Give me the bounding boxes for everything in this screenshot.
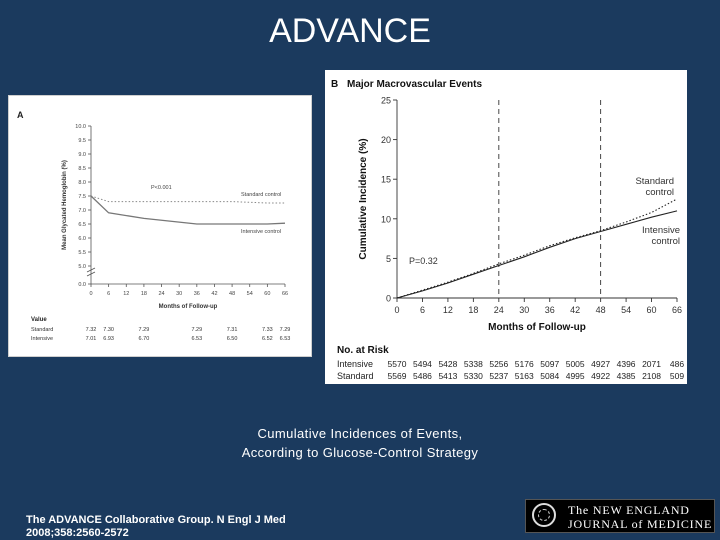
- risk-table-cell: 2071: [642, 359, 662, 369]
- values-table-cell: 6.50: [226, 336, 238, 342]
- y-tick-label: 9.5: [78, 138, 86, 144]
- citation-line-1: The ADVANCE Collaborative Group. N Engl J Med: [26, 514, 286, 526]
- risk-table-cell: 4385: [616, 371, 636, 381]
- x-tick-label: 6: [107, 291, 111, 297]
- chart-title: Major Macrovascular Events: [347, 79, 483, 90]
- risk-table-cell: 5494: [412, 359, 432, 369]
- logo-line-2: JOURNAL of MEDICINE: [568, 517, 713, 531]
- y-tick-label: 6.0: [78, 236, 86, 242]
- citation-line-2: 2008;358:2560-2572: [26, 527, 129, 539]
- values-table-cell: 6.53: [279, 336, 291, 342]
- slide-caption: [200, 424, 520, 462]
- y-tick-label: 8.5: [78, 166, 86, 172]
- risk-table-cell: 5570: [387, 359, 407, 369]
- x-tick-label: 18: [140, 291, 147, 297]
- series-label: Standard control: [241, 192, 282, 198]
- risk-table-cell: 5486: [412, 371, 432, 381]
- risk-table-cell: 5330: [463, 371, 483, 381]
- y-tick-label: 15: [380, 174, 391, 185]
- values-table-cell: 6.93: [103, 336, 114, 342]
- hba1c-chart-svg: [9, 96, 311, 356]
- caption-line-2: According to Glucose-Control Strategy: [241, 445, 479, 460]
- values-table-header: Value: [31, 317, 47, 323]
- x-tick-label: 18: [468, 305, 479, 315]
- risk-row-label: Standard: [337, 371, 374, 381]
- risk-table-cell: 4396: [616, 359, 636, 369]
- series-label: control: [651, 236, 680, 247]
- y-tick-label: 10: [380, 214, 391, 225]
- values-table-cell: 7.30: [103, 327, 114, 333]
- x-axis-label: Months of Follow-up: [488, 322, 586, 333]
- x-tick-label: 66: [671, 305, 683, 315]
- risk-table-header: No. at Risk: [337, 345, 389, 356]
- y-tick-label: 8.0: [78, 180, 86, 186]
- y-tick-label: 7.0: [78, 208, 86, 214]
- x-tick-label: 0: [89, 291, 93, 297]
- x-tick-label: 48: [229, 291, 236, 297]
- x-tick-label: 66: [281, 291, 289, 297]
- x-tick-label: 30: [519, 305, 530, 315]
- y-tick-label: 0: [385, 293, 391, 304]
- values-row-label: Intensive: [31, 336, 54, 342]
- risk-table-cell: 5569: [387, 371, 407, 381]
- risk-table-cell: 5163: [514, 371, 534, 381]
- x-tick-label: 54: [621, 305, 632, 315]
- risk-table-cell: 5097: [540, 359, 560, 369]
- x-tick-label: 6: [419, 305, 425, 315]
- x-tick-label: 42: [570, 305, 581, 315]
- p-value-annotation: P=0.32: [409, 256, 438, 266]
- values-table-cell: 6.70: [138, 336, 150, 342]
- x-tick-label: 12: [123, 291, 130, 297]
- risk-table-cell: 509: [669, 371, 685, 381]
- y-tick-label: 5.0: [78, 264, 86, 270]
- values-table-cell: 7.01: [85, 336, 97, 342]
- risk-table-cell: 5428: [438, 359, 458, 369]
- panel-b-macrovascular-chart: [325, 70, 687, 384]
- x-tick-label: 12: [442, 305, 453, 315]
- y-tick-label: 7.5: [78, 194, 86, 200]
- y-tick-label: 0.0: [78, 282, 86, 288]
- risk-table-cell: 5084: [540, 371, 560, 381]
- risk-table-cell: 5338: [463, 359, 483, 369]
- y-tick-label: 5: [385, 253, 391, 264]
- values-table-cell: 7.29: [191, 327, 203, 333]
- panel-b-label: B: [331, 79, 339, 90]
- x-tick-label: 24: [493, 305, 504, 315]
- risk-table-cell: 5256: [489, 359, 509, 369]
- x-tick-label: 24: [158, 291, 165, 297]
- values-row-label: Standard: [31, 327, 54, 333]
- x-tick-label: 54: [246, 291, 253, 297]
- values-table-cell: 7.33: [262, 327, 273, 333]
- x-tick-label: 36: [544, 305, 555, 315]
- macrovascular-chart-svg: [325, 70, 687, 384]
- series-label: Intensive: [641, 225, 680, 236]
- x-tick-label: 48: [595, 305, 606, 315]
- y-tick-label: 6.5: [78, 222, 86, 228]
- x-tick-label: 36: [193, 291, 200, 297]
- risk-row-label: Intensive: [337, 359, 374, 369]
- y-tick-label: 25: [380, 95, 391, 106]
- series-line-intensive-control: [397, 211, 677, 298]
- series-label: Intensive control: [241, 229, 282, 235]
- y-tick-label: 10.0: [75, 124, 86, 130]
- values-table-cell: 7.29: [138, 327, 150, 333]
- x-tick-label: 60: [646, 305, 657, 315]
- citation: [26, 514, 326, 540]
- risk-table-cell: 4927: [591, 359, 611, 369]
- series-label: Standard: [635, 176, 674, 187]
- x-tick-label: 42: [211, 291, 218, 297]
- values-table-cell: 6.52: [262, 336, 273, 342]
- risk-table-cell: 2108: [642, 371, 662, 381]
- values-table-cell: 6.53: [191, 336, 203, 342]
- nejm-seal-icon: [532, 503, 556, 527]
- y-tick-label: 5.5: [78, 250, 86, 256]
- risk-table-cell: 5413: [438, 371, 458, 381]
- values-table-cell: 7.29: [279, 327, 291, 333]
- x-tick-label: 0: [394, 305, 400, 315]
- nejm-logo: [525, 499, 715, 533]
- risk-table-cell: 4922: [591, 371, 611, 381]
- panel-a-hba1c-chart: [8, 95, 312, 357]
- y-axis-label: Cumulative Incidence (%): [358, 138, 369, 260]
- caption-line-1: Cumulative Incidences of Events,: [257, 426, 463, 441]
- y-tick-label: 9.0: [78, 152, 86, 158]
- x-tick-label: 60: [264, 291, 271, 297]
- x-axis-label: Months of Follow-up: [158, 304, 218, 310]
- values-table-cell: 7.31: [226, 327, 238, 333]
- series-label: control: [645, 187, 674, 198]
- slide-title: ADVANCE: [269, 12, 431, 50]
- series-line-intensive-control: [91, 196, 285, 224]
- logo-line-1: The NEW ENGLAND: [568, 503, 690, 517]
- x-tick-label: 30: [176, 291, 183, 297]
- risk-table-cell: 4995: [565, 371, 585, 381]
- risk-table-cell: 5237: [489, 371, 509, 381]
- p-value-annotation: P<0.001: [151, 185, 172, 191]
- panel-a-label: A: [17, 110, 24, 120]
- values-table-cell: 7.32: [85, 327, 97, 333]
- y-tick-label: 20: [380, 135, 391, 146]
- series-line-standard-control: [397, 199, 677, 298]
- risk-table-cell: 5005: [565, 359, 585, 369]
- risk-table-cell: 5176: [514, 359, 534, 369]
- risk-table-cell: 486: [669, 359, 685, 369]
- y-axis-label: Mean Glycated Hemoglobin (%): [62, 160, 68, 250]
